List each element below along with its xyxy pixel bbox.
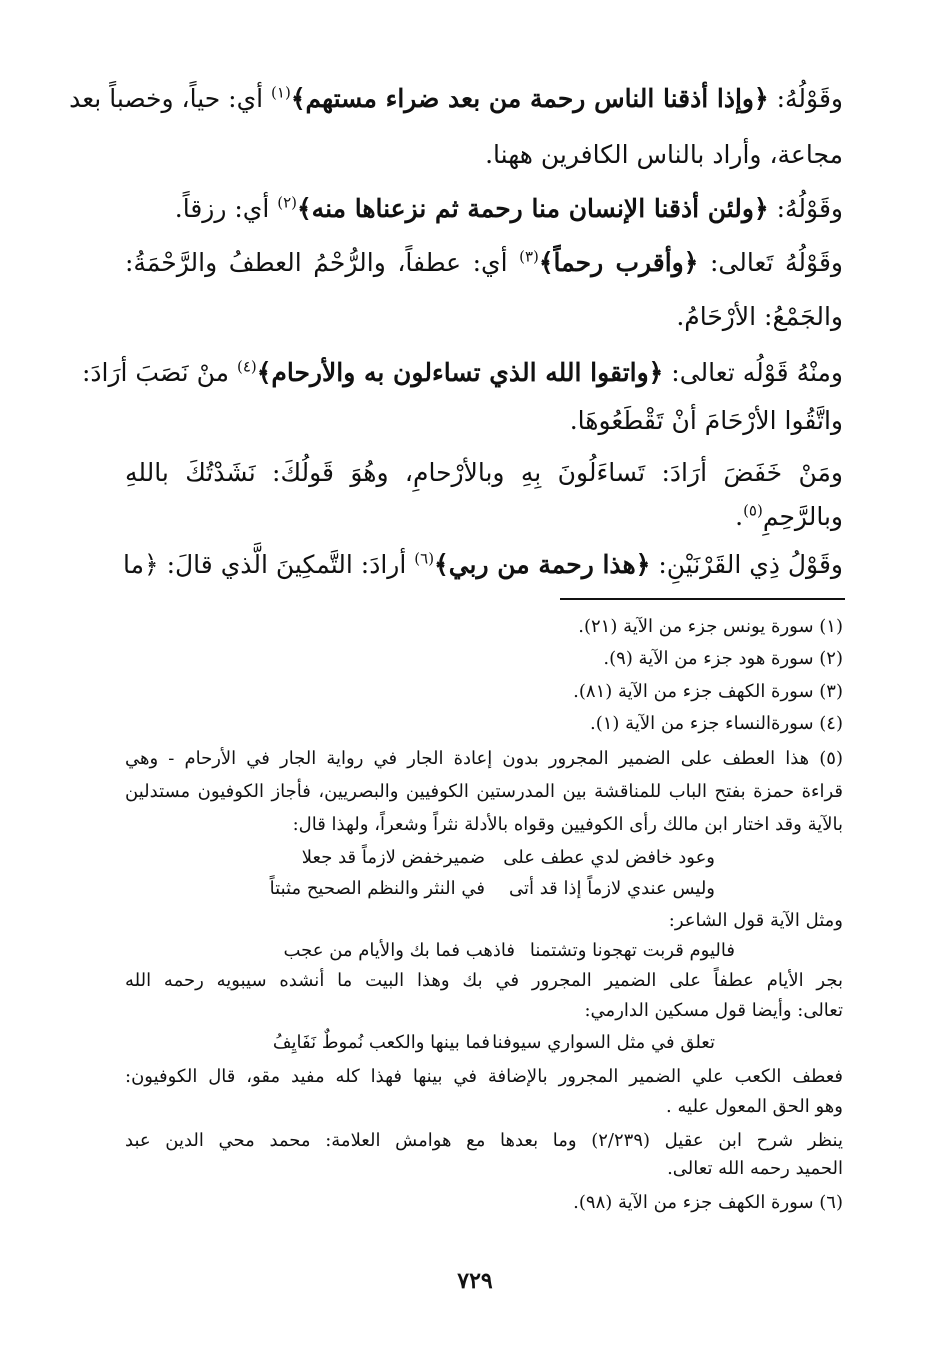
footnote-ref-5[interactable]: (٥) — [743, 501, 763, 520]
verse-4-second-hemistich: فما بينها والكعب نُموطٌ نَفَايِفُ — [272, 1032, 490, 1053]
p1-tail: أي: حياً، وخصباً بعد — [69, 84, 264, 113]
main-paragraph-5-line-1: ومَنْ خَفَضَ أرَادَ: تَساءَلُونَ بِهِ وبالأرْحامِ، وهُوَ قَولُكَ: نَشَدْتُكَ باللهِ — [125, 458, 843, 487]
footnote-2: (٢) سورة هود جزء من الآية (٩). — [603, 648, 843, 669]
footnote-4: (٤) سورةالنساء جزء من الآية (١). — [590, 713, 843, 734]
p4-tail: منْ نَصَبَ أرَادَ: — [81, 358, 229, 387]
verse-4-first-hemistich: تعلق في مثل السواري سيوفنا — [492, 1032, 715, 1053]
main-paragraph-4-line-1 — [81, 356, 843, 390]
footnote-separator — [560, 598, 845, 600]
p4-lead: ومنْهُ قَوْلُه تعالى: — [671, 358, 843, 387]
quran-quote-1: ﴿وإذا أذقنا الناس رحمة من بعد ضراء مستهم﴾ — [290, 84, 769, 113]
main-paragraph-1-line-2: مجاعة، وأراد بالناس الكافرين ههنا. — [485, 140, 843, 169]
verse-1-second-hemistich: ضميرخفض لازماً قد جعلا — [301, 847, 485, 868]
page-number: ٧٢٩ — [457, 1268, 493, 1294]
p5-text: وبالرَّحِمِ — [762, 502, 843, 531]
footnote-5-line-7: فعطف الكعب علي الضمير المجرور بالإضافة في بينها فهذا كله مفيد مقو، قال الكوفيون: — [125, 1066, 844, 1087]
main-paragraph-4-line-2: واتَّقُوا الأرْحَامَ أنْ تَقْطَعُوهَا. — [569, 406, 843, 435]
footnote-5-line-10: الحميد رحمه الله تعالى. — [667, 1158, 843, 1179]
verse-2-second-hemistich: في النثر والنظم الصحيح مثبتاً — [269, 878, 485, 899]
p1-lead: وقَوْلُهُ: — [776, 84, 843, 113]
verse-3-second-hemistich: فاذهب فما بك والأيام من عجب — [283, 940, 515, 961]
verse-2-first-hemistich: وليس عندي لازماً إذا قد أتى — [508, 878, 715, 899]
main-paragraph-2 — [125, 192, 843, 226]
main-paragraph-1-line-1 — [69, 82, 843, 116]
quran-quote-3: ﴿وأقرب رحماً﴾ — [538, 248, 699, 277]
p2-tail: أي: رزقاً. — [174, 194, 270, 223]
footnote-5-line-8: وهو الحق المعول عليه . — [666, 1096, 843, 1117]
footnote-ref-6[interactable]: (٦) — [414, 549, 435, 568]
p2-lead: وقَوْلُهُ: — [776, 194, 843, 223]
p6-lead: وقَوْلُ ذِي القَرْنَيْنِ: — [658, 550, 843, 579]
footnote-5-line-3: بالآية وقد اختار ابن مالك رأى الكوفيين وقواه بالأدلة نثراً وشعراً، ولهذا قال: — [292, 814, 843, 835]
main-paragraph-5-line-2 — [125, 500, 843, 534]
quran-quote-6: ﴿هذا رحمة من ربي﴾ — [434, 550, 651, 579]
footnote-5-line-1: (٥) هذا العطف على الضمير المجرور بدون إعادة الجار في رواية الجار في الأرحام - وهي — [125, 748, 843, 769]
main-paragraph-3-line-1 — [125, 246, 843, 280]
footnote-ref-1[interactable]: (١) — [271, 83, 291, 102]
p6-tail: أرادَ: التَّمكِينَ الَّذي قالَ: ﴿ما — [122, 550, 407, 579]
quran-quote-4: ﴿واتقوا الله الذي تساءلون به والأرحام﴾ — [256, 358, 664, 387]
main-paragraph-3-line-2: والجَمْعُ: الأرْحَامُ. — [676, 302, 843, 331]
footnote-ref-3[interactable]: (٣) — [519, 247, 539, 266]
footnote-5-line-4: ومثل الآية قول الشاعر: — [668, 910, 843, 931]
p3-lead: وقَوْلُهُ تَعالى: — [709, 248, 843, 277]
footnote-ref-2[interactable]: (٢) — [277, 193, 298, 212]
footnote-3: (٣) سورة الكهف جزء من الآية (٨١). — [573, 681, 843, 702]
main-paragraph-6 — [122, 548, 843, 582]
footnote-5-line-2: قراءة حمزة بفتح الباب للمناقشة بين المدرستين الكوفيين والبصريين، فأجاز الكوفيون مستدلين — [125, 781, 843, 802]
footnote-5-line-5: بجر الأيام عطفاً على الضمير المجرور في بك وهذا البيت ما أنشده سيبويه رحمه الله — [125, 970, 843, 991]
verse-3-first-hemistich: فاليوم قربت تهجونا وتشتمنا — [529, 940, 735, 961]
quran-quote-2: ﴿ولئن أذقنا الإنسان منا رحمة ثم نزعناها منه﴾ — [297, 194, 769, 223]
footnote-ref-4[interactable]: (٤) — [236, 357, 257, 376]
footnote-1: (١) سورة يونس جزء من الآية (٢١). — [578, 616, 843, 637]
footnote-5-line-6: تعالى: وأيضا قول مسكين الدارمي: — [584, 1000, 843, 1021]
verse-1-first-hemistich: وعود خافض لدي عطف على — [503, 847, 715, 868]
footnote-6: (٦) سورة الكهف جزء من الآية (٩٨). — [573, 1192, 843, 1213]
p3-tail: أي: عطفاً، والرُّحْمُ العطفُ والرَّحْمَةُ: — [125, 248, 508, 277]
p5-end: . — [735, 502, 744, 531]
footnote-5-line-9: ينظر شرح ابن عقيل (٢/٢٣٩) وما بعدها مع هوامش العلامة: محمد محي الدين عبد — [125, 1130, 844, 1151]
